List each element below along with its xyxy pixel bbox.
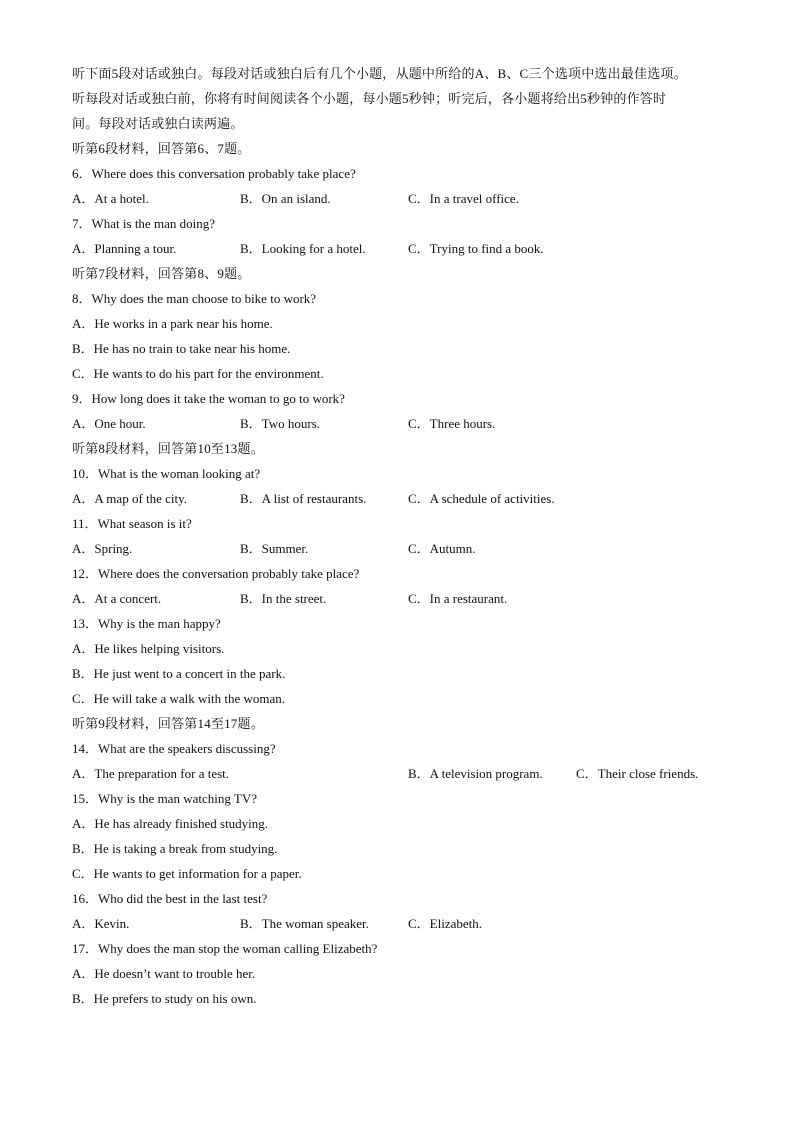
question-6-stem: 6．Where does this conversation probably take place? <box>72 166 356 181</box>
question-8-stem: 8．Why does the man choose to bike to work? <box>72 291 317 306</box>
question-15-option-a: A．He has already finished studying. <box>72 816 269 831</box>
question-10-option-c: C．A schedule of activities. <box>408 491 555 506</box>
question-14-stem: 14．What are the speakers discussing? <box>72 741 276 756</box>
question-11-option-b: B．Summer. <box>240 541 309 556</box>
question-14-option-b: B．A television program. <box>408 766 543 781</box>
question-17-stem: 17．Why does the man stop the woman calling Elizabeth? <box>72 941 378 956</box>
question-10-option-b: B．A list of restaurants. <box>240 491 367 506</box>
question-9-option-c: C．Three hours. <box>408 416 496 431</box>
question-7-stem: 7．What is the man doing? <box>72 216 215 231</box>
question-8-option-b: B．He has no train to take near his home. <box>72 341 291 356</box>
intro-line-1: 听下面5段对话或独白。每段对话或独白后有几个小题，从题中所给的A、B、C三个选项中选出最佳选项。 <box>72 66 687 81</box>
question-7-option-b: B．Looking for a hotel. <box>240 241 366 256</box>
question-15-option-c: C．He wants to get information for a paper. <box>72 866 302 881</box>
question-8-option-a: A．He works in a park near his home. <box>72 316 273 331</box>
question-10-option-a: A．A map of the city. <box>72 491 188 506</box>
section-heading-6: 听第6段材料，回答第6、7题。 <box>72 141 251 156</box>
question-11-option-a: A．Spring. <box>72 541 133 556</box>
question-17-option-b: B．He prefers to study on his own. <box>72 991 257 1006</box>
question-16-stem: 16．Who did the best in the last test? <box>72 891 268 906</box>
question-13-stem: 13．Why is the man happy? <box>72 616 221 631</box>
question-7-option-a: A．Planning a tour. <box>72 241 177 256</box>
question-16-option-b: B．The woman speaker. <box>240 916 369 931</box>
question-11-option-c: C．Autumn. <box>408 541 476 556</box>
section-heading-8: 听第8段材料，回答第10至13题。 <box>72 441 264 456</box>
question-10-stem: 10．What is the woman looking at? <box>72 466 261 481</box>
question-13-option-a: A．He likes helping visitors. <box>72 641 225 656</box>
section-heading-9: 听第9段材料，回答第14至17题。 <box>72 716 264 731</box>
question-11-stem: 11．What season is it? <box>72 516 192 531</box>
intro-line-2: 听每段对话或独白前，你将有时间阅读各个小题，每小题5秒钟；听完后，各小题将给出5秒钟的作答时 <box>72 91 667 106</box>
section-heading-7: 听第7段材料，回答第8、9题。 <box>72 266 251 281</box>
question-9-option-b: B．Two hours. <box>240 416 320 431</box>
question-17-option-a: A．He doesn’t want to trouble her. <box>72 966 256 981</box>
question-13-option-c: C．He will take a walk with the woman. <box>72 691 286 706</box>
question-15-stem: 15．Why is the man watching TV? <box>72 791 257 806</box>
question-6-option-a: A．At a hotel. <box>72 191 149 206</box>
question-6-option-c: C．In a travel office. <box>408 191 519 206</box>
question-12-option-c: C．In a restaurant. <box>408 591 508 606</box>
question-14-option-c: C．Their close friends. <box>576 766 699 781</box>
question-16-option-a: A．Kevin. <box>72 916 130 931</box>
question-15-option-b: B．He is taking a break from studying. <box>72 841 278 856</box>
question-12-option-a: A．At a concert. <box>72 591 162 606</box>
question-12-option-b: B．In the street. <box>240 591 327 606</box>
question-12-stem: 12．Where does the conversation probably take place? <box>72 566 360 581</box>
intro-line-3: 间。每段对话或独白读两遍。 <box>72 116 244 131</box>
question-9-stem: 9．How long does it take the woman to go to work? <box>72 391 345 406</box>
question-8-option-c: C．He wants to do his part for the environment. <box>72 366 324 381</box>
question-9-option-a: A．One hour. <box>72 416 146 431</box>
question-13-option-b: B．He just went to a concert in the park. <box>72 666 286 681</box>
question-14-option-a: A．The preparation for a test. <box>72 766 230 781</box>
question-16-option-c: C．Elizabeth. <box>408 916 483 931</box>
question-7-option-c: C．Trying to find a book. <box>408 241 544 256</box>
question-6-option-b: B．On an island. <box>240 191 331 206</box>
